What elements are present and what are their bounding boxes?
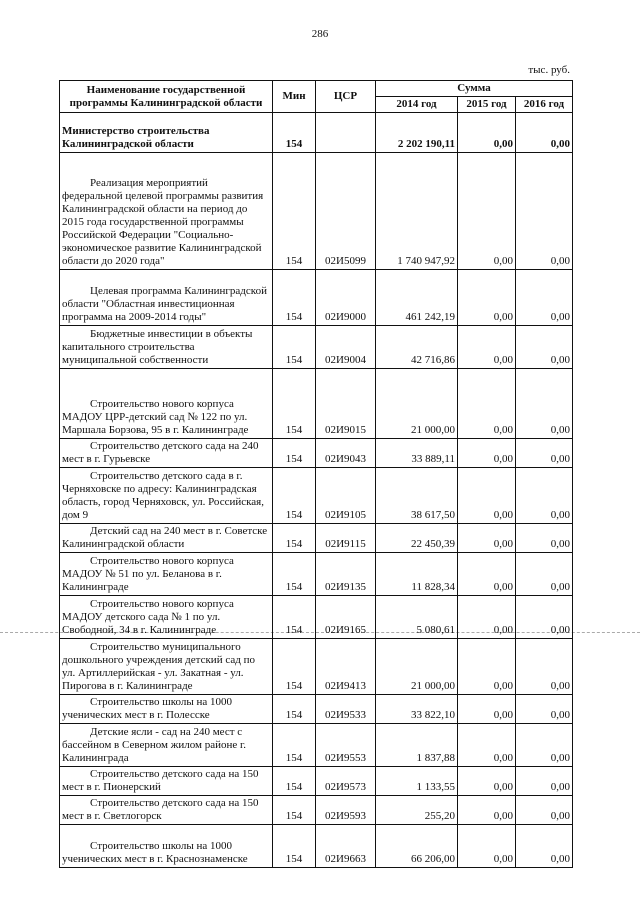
row-sum-2014: 255,20 xyxy=(376,796,458,825)
row-csr: 02И5099 xyxy=(316,153,376,270)
row-min: 154 xyxy=(273,468,316,524)
table-row xyxy=(60,767,573,796)
page-number: 286 xyxy=(311,28,329,40)
header-2016: 2016 год xyxy=(516,97,573,113)
row-csr xyxy=(316,113,376,153)
table-row xyxy=(60,153,573,270)
table-row xyxy=(60,796,573,825)
table-row xyxy=(60,369,573,439)
table-row xyxy=(60,825,573,868)
row-sum-2015: 0,00 xyxy=(458,553,516,596)
row-sum-2016: 0,00 xyxy=(516,825,573,868)
row-min: 154 xyxy=(273,270,316,326)
row-name: Строительство нового корпуса МАДОУ детского сада № 1 по ул. Свободной, 34 в г. Калининграде xyxy=(60,596,273,639)
row-sum-2014: 11 828,34 xyxy=(376,553,458,596)
table-row xyxy=(60,639,573,695)
row-name: Строительство муниципального дошкольного учреждения детский сад по ул. Артиллерийская - ул. Закатная - ул. Пирогова в г. Калининграде xyxy=(60,639,273,695)
row-csr: 02И9043 xyxy=(316,439,376,468)
row-sum-2016: 0,00 xyxy=(516,153,573,270)
row-sum-2014: 21 000,00 xyxy=(376,639,458,695)
row-sum-2015: 0,00 xyxy=(458,468,516,524)
row-name: Строительство нового корпуса МАДОУ № 51 по ул. Беланова в г. Калининграде xyxy=(60,553,273,596)
row-name: Строительство нового корпуса МАДОУ ЦРР-детский сад № 122 по ул. Маршала Борзова, 95 в г. Калининграде xyxy=(60,369,273,439)
row-sum-2016: 0,00 xyxy=(516,524,573,553)
table-row xyxy=(60,695,573,724)
header-name: Наименование государственной программы Калининградской области xyxy=(60,81,273,113)
row-sum-2015: 0,00 xyxy=(458,153,516,270)
row-csr: 02И9573 xyxy=(316,767,376,796)
row-min: 154 xyxy=(273,639,316,695)
row-sum-2014: 33 889,11 xyxy=(376,439,458,468)
row-sum-2016: 0,00 xyxy=(516,796,573,825)
row-min: 154 xyxy=(273,596,316,639)
table-row xyxy=(60,596,573,639)
row-sum-2014: 66 206,00 xyxy=(376,825,458,868)
row-name: Детский сад на 240 мест в г. Советске Калининградской области xyxy=(60,524,273,553)
row-sum-2016: 0,00 xyxy=(516,468,573,524)
row-sum-2015: 0,00 xyxy=(458,796,516,825)
row-sum-2016: 0,00 xyxy=(516,596,573,639)
row-name: Строительство детского сада на 240 мест в г. Гурьевске xyxy=(60,439,273,468)
ministry-row xyxy=(60,113,573,153)
budget-table xyxy=(59,80,573,868)
header-min: Мин xyxy=(273,81,316,113)
row-csr: 02И9004 xyxy=(316,326,376,369)
row-min: 154 xyxy=(273,524,316,553)
table-row xyxy=(60,468,573,524)
row-sum-2014: 42 716,86 xyxy=(376,326,458,369)
row-name: Строительство школы на 1000 ученических мест в г. Краснознаменске xyxy=(60,825,273,868)
row-name: Строительство детского сада на 150 мест в г. Пионерский xyxy=(60,767,273,796)
row-min: 154 xyxy=(273,796,316,825)
row-csr: 02И9553 xyxy=(316,724,376,767)
row-sum-2015: 0,00 xyxy=(458,113,516,153)
row-sum-2014: 22 450,39 xyxy=(376,524,458,553)
row-sum-2014: 33 822,10 xyxy=(376,695,458,724)
row-sum-2014: 1 837,88 xyxy=(376,724,458,767)
row-csr: 02И9413 xyxy=(316,639,376,695)
row-sum-2015: 0,00 xyxy=(458,326,516,369)
row-sum-2015: 0,00 xyxy=(458,767,516,796)
row-sum-2014: 1 740 947,92 xyxy=(376,153,458,270)
header-sum: Сумма xyxy=(376,81,573,97)
row-sum-2014: 38 617,50 xyxy=(376,468,458,524)
row-sum-2016: 0,00 xyxy=(516,724,573,767)
header-2014: 2014 год xyxy=(376,97,458,113)
row-sum-2016: 0,00 xyxy=(516,639,573,695)
row-sum-2016: 0,00 xyxy=(516,326,573,369)
row-sum-2014: 5 080,61 xyxy=(376,596,458,639)
table-row xyxy=(60,439,573,468)
row-sum-2014: 2 202 190,11 xyxy=(376,113,458,153)
units-label: тыс. руб. xyxy=(528,64,570,76)
row-csr: 02И9105 xyxy=(316,468,376,524)
row-csr: 02И9165 xyxy=(316,596,376,639)
row-min: 154 xyxy=(273,825,316,868)
row-name: Министерство строительства Калининградской области xyxy=(60,113,273,153)
row-sum-2016: 0,00 xyxy=(516,767,573,796)
row-sum-2015: 0,00 xyxy=(458,524,516,553)
row-name: Строительство школы на 1000 ученических мест в г. Полесске xyxy=(60,695,273,724)
row-min: 154 xyxy=(273,553,316,596)
row-name: Детские ясли - сад на 240 мест с бассейном в Северном жилом районе г. Калининграда xyxy=(60,724,273,767)
row-sum-2015: 0,00 xyxy=(458,369,516,439)
row-sum-2016: 0,00 xyxy=(516,553,573,596)
row-sum-2014: 461 242,19 xyxy=(376,270,458,326)
row-min: 154 xyxy=(273,369,316,439)
row-min: 154 xyxy=(273,724,316,767)
row-csr: 02И9115 xyxy=(316,524,376,553)
row-name: Целевая программа Калининградской области "Областная инвестиционная программа на 2009-2014 годы" xyxy=(60,270,273,326)
row-sum-2015: 0,00 xyxy=(458,639,516,695)
row-name: Строительство детского сада в г. Черняховске по адресу: Калининградская область, город Черняховск, ул. Российская, дом 9 xyxy=(60,468,273,524)
row-sum-2015: 0,00 xyxy=(458,724,516,767)
row-sum-2015: 0,00 xyxy=(458,439,516,468)
row-csr: 02И9000 xyxy=(316,270,376,326)
row-min: 154 xyxy=(273,153,316,270)
row-sum-2016: 0,00 xyxy=(516,270,573,326)
row-min: 154 xyxy=(273,326,316,369)
row-csr: 02И9015 xyxy=(316,369,376,439)
row-csr: 02И9593 xyxy=(316,796,376,825)
row-csr: 02И9533 xyxy=(316,695,376,724)
row-min: 154 xyxy=(273,695,316,724)
row-sum-2015: 0,00 xyxy=(458,596,516,639)
row-sum-2016: 0,00 xyxy=(516,113,573,153)
row-min: 154 xyxy=(273,439,316,468)
row-sum-2015: 0,00 xyxy=(458,825,516,868)
row-sum-2016: 0,00 xyxy=(516,439,573,468)
header-csr: ЦСР xyxy=(316,81,376,113)
row-sum-2015: 0,00 xyxy=(458,695,516,724)
row-sum-2014: 1 133,55 xyxy=(376,767,458,796)
table-row xyxy=(60,326,573,369)
header-2015: 2015 год xyxy=(458,97,516,113)
row-csr: 02И9663 xyxy=(316,825,376,868)
table-row xyxy=(60,553,573,596)
row-sum-2016: 0,00 xyxy=(516,695,573,724)
row-min: 154 xyxy=(273,113,316,153)
row-name: Бюджетные инвестиции в объекты капитального строительства муниципальной собственности xyxy=(60,326,273,369)
row-sum-2016: 0,00 xyxy=(516,369,573,439)
row-sum-2014: 21 000,00 xyxy=(376,369,458,439)
table-row xyxy=(60,524,573,553)
row-sum-2015: 0,00 xyxy=(458,270,516,326)
table-row xyxy=(60,724,573,767)
row-csr: 02И9135 xyxy=(316,553,376,596)
row-name: Реализация мероприятий федеральной целевой программы развития Калининградской области на период до 2015 года государственной программы Российской Федерации "Социально-экономическое развитие Калининградской области до 2020 года" xyxy=(60,153,273,270)
row-name: Строительство детского сада на 150 мест в г. Светлогорск xyxy=(60,796,273,825)
table-row xyxy=(60,270,573,326)
row-min: 154 xyxy=(273,767,316,796)
